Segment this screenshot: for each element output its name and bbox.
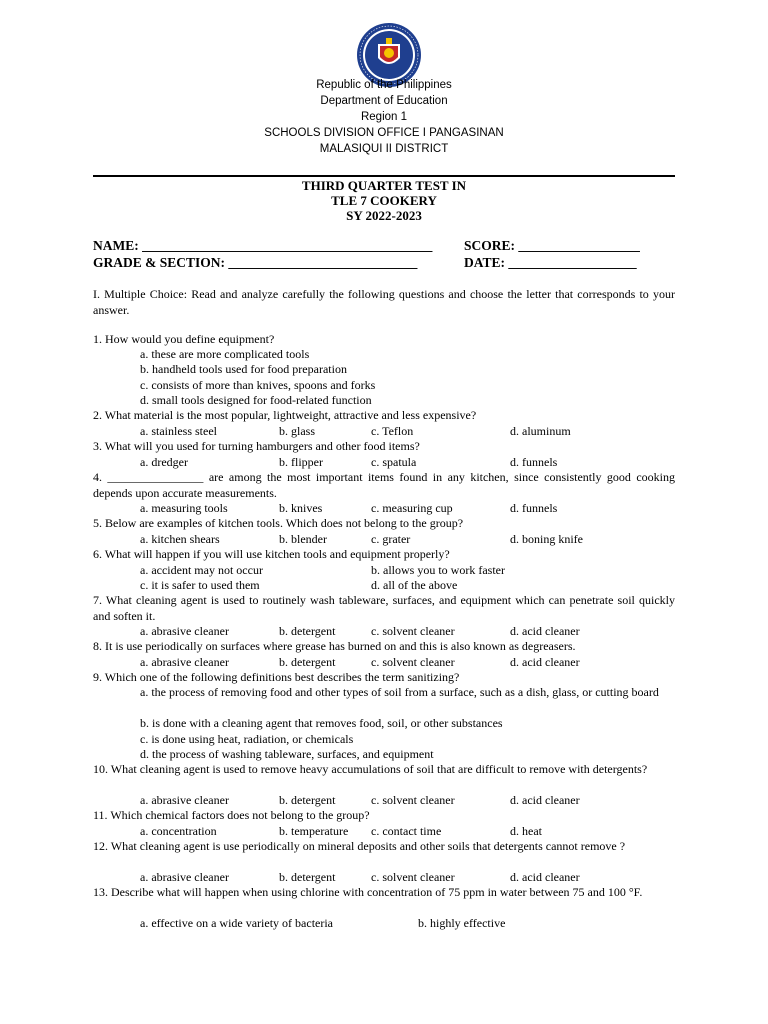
title-subject: TLE 7 COOKERY (331, 193, 437, 208)
question-1: 1. How would you define equipment? (93, 332, 275, 346)
q8-option-a: a. abrasive cleaner (140, 655, 229, 669)
q6-option-c: c. it is safer to used them (140, 578, 260, 592)
header-district: MALASIQUI II DISTRICT (319, 143, 449, 155)
question-11: 11. Which chemical factors does not belong to the group? (93, 808, 370, 822)
q8-option-d: d. acid cleaner (510, 655, 580, 669)
q5-option-d: d. boning knife (510, 532, 583, 546)
q12-option-d: d. acid cleaner (510, 870, 580, 884)
grade-section-field[interactable]: GRADE & SECTION: ____________________________ (93, 255, 418, 270)
q3-option-d: d. funnels (510, 455, 558, 469)
question-2: 2. What material is the most popular, lightweight, attractive and less expensive? (93, 408, 477, 422)
q13-option-b: b. highly effective (418, 916, 506, 930)
q3-option-c: c. spatula (371, 455, 417, 469)
q9-option-a: a. the process of removing food and other types of soil from a surface, such as a dish, glass, or cutting board (140, 685, 659, 699)
header-department: Department of Education (320, 95, 448, 107)
q1-option-d: d. small tools designed for food-related function (140, 393, 372, 407)
q8-option-c: c. solvent cleaner (371, 655, 455, 669)
header-republic: Republic of the Philippines (316, 79, 452, 91)
q10-option-b: b. detergent (279, 793, 336, 807)
question-6: 6. What will happen if you will use kitchen tools and equipment properly? (93, 547, 450, 561)
q12-option-b: b. detergent (279, 870, 336, 884)
q5-option-b: b. blender (279, 532, 327, 546)
q10-option-a: a. abrasive cleaner (140, 793, 229, 807)
q3-option-b: b. flipper (279, 455, 323, 469)
header-divider (93, 175, 675, 177)
q9-option-b: b. is done with a cleaning agent that removes food, soil, or other substances (140, 716, 503, 730)
question-10: 10. What cleaning agent is used to remove heavy accumulations of soil that are difficult to remove with detergents? (93, 762, 648, 776)
name-field[interactable]: NAME: ___________________________________________ (93, 238, 433, 253)
q10-option-c: c. solvent cleaner (371, 793, 455, 807)
q12-option-a: a. abrasive cleaner (140, 870, 229, 884)
q11-option-d: d. heat (510, 824, 542, 838)
q4-option-b: b. knives (279, 501, 323, 515)
q4-option-c: c. measuring cup (371, 501, 453, 515)
q2-option-a: a. stainless steel (140, 424, 217, 438)
q9-option-d: d. the process of washing tableware, surfaces, and equipment (140, 747, 434, 761)
question-3: 3. What will you used for turning hamburgers and other food items? (93, 439, 420, 453)
q12-option-c: c. solvent cleaner (371, 870, 455, 884)
question-9: 9. Which one of the following definitions best describes the term sanitizing? (93, 670, 460, 684)
instructions: I. Multiple Choice: Read and analyze carefully the following questions and choose the letter that corresponds to your answer. (93, 287, 675, 317)
question-5: 5. Below are examples of kitchen tools. Which does not belong to the group? (93, 516, 464, 530)
q4-option-a: a. measuring tools (140, 501, 228, 515)
q11-option-b: b. temperature (279, 824, 349, 838)
q4-option-d: d. funnels (510, 501, 558, 515)
q7-option-d: d. acid cleaner (510, 624, 580, 638)
q7-option-b: b. detergent (279, 624, 336, 638)
q8-option-b: b. detergent (279, 655, 336, 669)
q13-option-a: a. effective on a wide variety of bacteria (140, 916, 334, 930)
date-field[interactable]: DATE: ___________________ (464, 255, 637, 270)
school-header (0, 77, 768, 157)
q1-option-b: b. handheld tools used for food preparation (140, 362, 347, 376)
q11-option-c: c. contact time (371, 824, 442, 838)
q2-option-c: c. Teflon (371, 424, 414, 438)
header-region: Region 1 (360, 111, 408, 123)
q7-option-a: a. abrasive cleaner (140, 624, 229, 638)
score-field[interactable]: SCORE: __________________ (464, 238, 640, 253)
q3-option-a: a. dredger (140, 455, 188, 469)
q1-option-a: a. these are more complicated tools (140, 347, 310, 361)
q5-option-a: a. kitchen shears (140, 532, 220, 546)
header-division: SCHOOLS DIVISION OFFICE I PANGASINAN (264, 127, 504, 139)
q9-option-c: c. is done using heat, radiation, or chemicals (140, 732, 354, 746)
question-8: 8. It is use periodically on surfaces where grease has burned on and this is also known as degreasers. (93, 639, 576, 653)
q2-option-d: d. aluminum (510, 424, 571, 438)
q5-option-c: c. grater (371, 532, 411, 546)
q10-option-d: d. acid cleaner (510, 793, 580, 807)
title-quarter: THIRD QUARTER TEST IN (301, 178, 467, 193)
question-12: 12. What cleaning agent is use periodically on mineral deposits and other soils that detergents cannot remove ? (93, 839, 626, 853)
q11-option-a: a. concentration (140, 824, 217, 838)
title-school-year: SY 2022-2023 (346, 208, 422, 223)
q1-option-c: c. consists of more than knives, spoons and forks (140, 378, 376, 392)
question-7: 7. What cleaning agent is used to routinely wash tableware, surfaces, and equipment which can penetrate soil quickly and soften it. (93, 593, 675, 623)
q2-option-b: b. glass (279, 424, 315, 438)
question-4: 4. ________________ are among the most important items found in any kitchen, since consistently good cooking depends upon accurate measurements. (93, 470, 675, 500)
q7-option-c: c. solvent cleaner (371, 624, 455, 638)
q6-option-d: d. all of the above (371, 578, 458, 592)
question-13: 13. Describe what will happen when using chlorine with concentration of 75 ppm in water between 75 and 100 °F. (93, 885, 643, 899)
q6-option-a: a. accident may not occur (140, 563, 263, 577)
q6-option-b: b. allows you to work faster (371, 563, 505, 577)
test-title (0, 178, 768, 223)
